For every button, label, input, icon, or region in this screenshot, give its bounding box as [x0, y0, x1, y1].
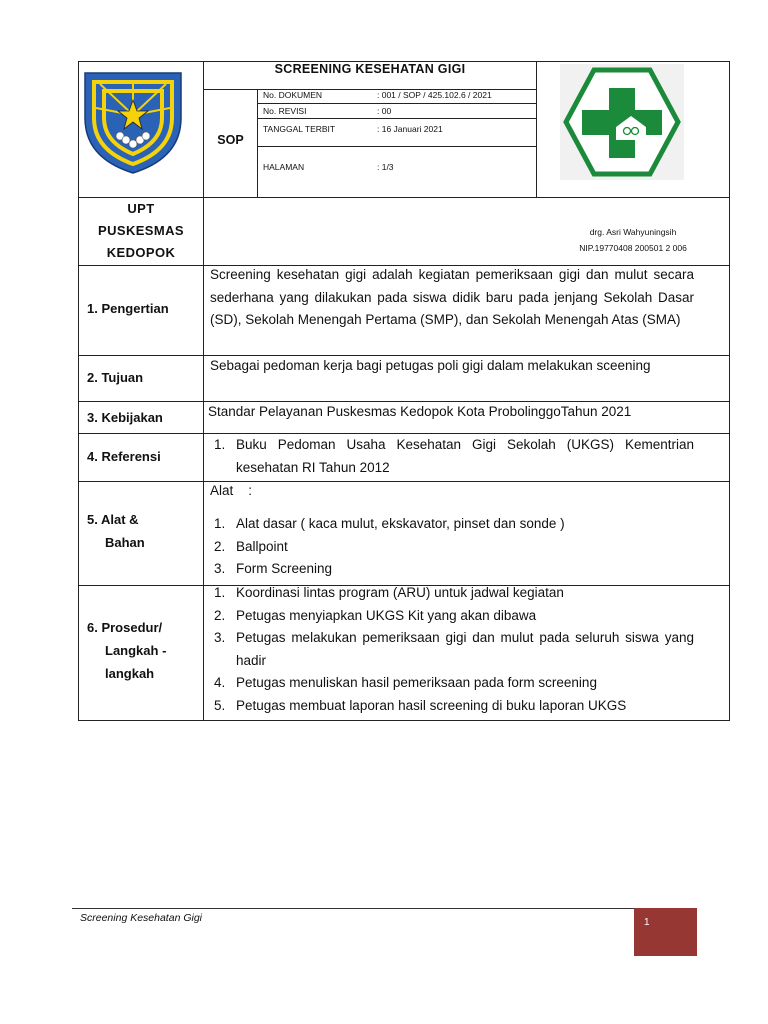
- list-item: 1. Buku Pedoman Usaha Kesehatan Gigi Sekolah (UKGS) Kementrian kesehatan RI Tahun 2012: [214, 437, 694, 475]
- meta-value-page: : 1/3: [377, 162, 394, 172]
- list-item: 3. Form Screening: [214, 561, 333, 576]
- document-title: SCREENING KESEHATAN GIGI: [274, 62, 466, 76]
- footer-rule: [72, 908, 634, 909]
- list-item: 1. Koordinasi lintas program (ARU) untuk jadwal kegiatan: [214, 585, 564, 600]
- regional-shield-logo: [82, 70, 184, 176]
- section-content-kebijakan: Standar Pelayanan Puskesmas Kedopok Kota ProbolinggoTahun 2021: [208, 404, 632, 419]
- section-content-referensi: [206, 434, 694, 479]
- page-number-box: [634, 908, 697, 956]
- section-name-line: Langkah -: [105, 643, 167, 658]
- section-content-tujuan: Sebagai pedoman kerja bagi petugas poli gigi dalam melakukan sceening: [210, 358, 651, 373]
- meta-label-document-number: No. DOKUMEN: [263, 90, 323, 100]
- meta-label-revision: No. REVISI: [263, 106, 307, 116]
- section-content-pengertian: Screening kesehatan gigi adalah kegiatan pemeriksaan gigi dan mulut secara sederhana yang dilakukan pada siswa didik baru pada jenjang Sekolah Dasar (SD), Sekolah Menengah Pertama (SMP), dan Sekolah Menengah Atas (SMA): [210, 267, 694, 327]
- section-name-line: 6. Prosedur/: [87, 620, 163, 635]
- section-name-line: Bahan: [105, 535, 145, 550]
- section-name-prosedur: [87, 616, 166, 685]
- section-name-kebijakan: 3. Kebijakan: [87, 410, 163, 425]
- signer-nip: NIP.19770408 200501 2 006: [579, 243, 687, 253]
- page-number: 1: [644, 917, 650, 928]
- org-line-3: KEDOPOK: [106, 245, 176, 260]
- org-line-1: UPT: [127, 201, 155, 216]
- signer-name: drg. Asri Wahyuningsih: [589, 227, 677, 237]
- alat-intro: Alat :: [210, 483, 253, 498]
- meta-value-revision: : 00: [377, 106, 392, 116]
- section-name-pengertian: 1. Pengertian: [87, 301, 169, 316]
- meta-label-page: HALAMAN: [263, 162, 305, 172]
- meta-label-publish-date: TANGGAL TERBIT: [263, 124, 336, 134]
- list-item: 2. Ballpoint: [214, 538, 288, 554]
- meta-value-document-number: : 001 / SOP / 425.102.6 / 2021: [377, 90, 492, 100]
- section-name-line: langkah: [105, 666, 155, 681]
- org-line-2: PUSKESMAS: [98, 223, 184, 238]
- section-name-tujuan: 2. Tujuan: [87, 370, 144, 385]
- section-name-referensi: 4. Referensi: [87, 449, 161, 464]
- footer-title: Screening Kesehatan Gigi: [80, 912, 202, 924]
- section-content-alat-bahan: [206, 513, 694, 581]
- section-name-alat-bahan: [87, 508, 145, 554]
- sop-label: SOP: [217, 133, 244, 147]
- organization-name: [79, 198, 203, 264]
- puskesmas-logo: [560, 64, 684, 180]
- list-item: 2. Petugas menyiapkan UKGS Kit yang akan dibawa: [214, 607, 537, 623]
- list-item: 5. Petugas membuat laporan hasil screening di buku laporan UKGS: [214, 697, 627, 713]
- section-name-line: 5. Alat &: [87, 512, 139, 527]
- list-item: 4. Petugas menuliskan hasil pemeriksaan pada form screening: [214, 675, 597, 690]
- list-item: 1. Alat dasar ( kaca mulut, ekskavator, pinset dan sonde ): [214, 516, 565, 531]
- list-item: 3. Petugas melakukan pemeriksaan gigi dan mulut pada seluruh siswa yang hadir: [214, 630, 694, 668]
- section-content-prosedur: [206, 582, 694, 717]
- meta-value-publish-date: : 16 Januari 2021: [377, 124, 443, 134]
